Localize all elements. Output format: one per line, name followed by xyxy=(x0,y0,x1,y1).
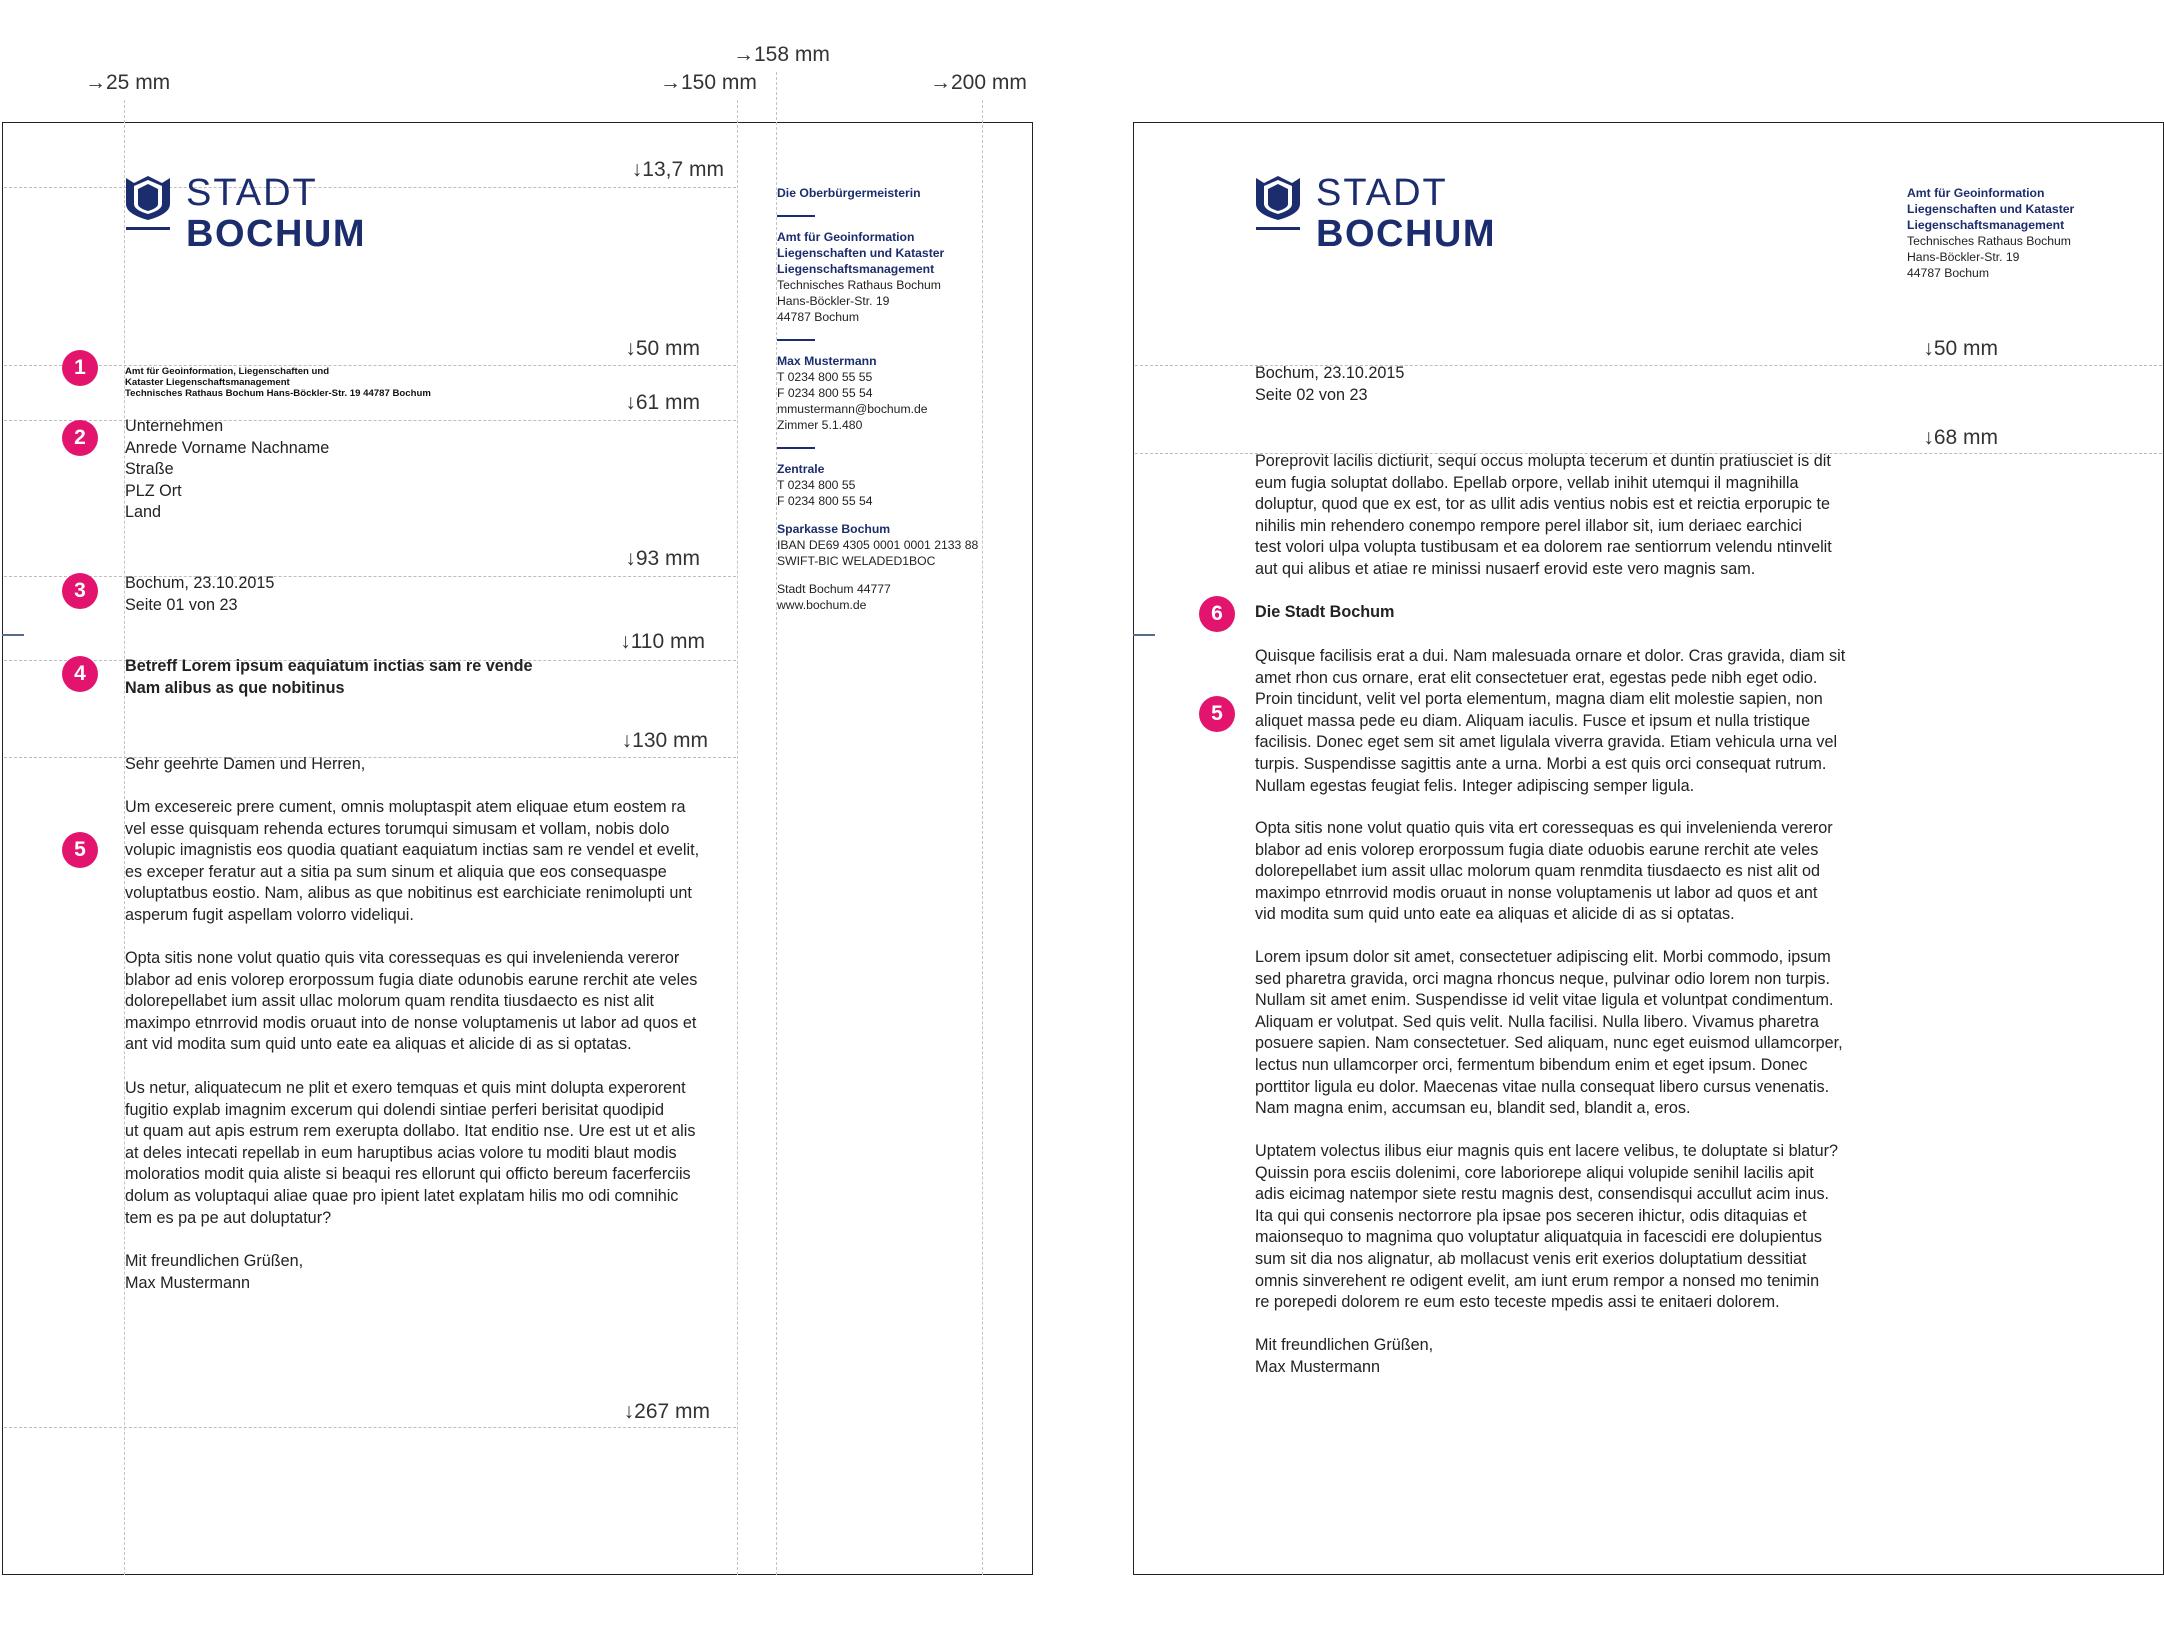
salutation: Sehr geehrte Damen und Herren, xyxy=(125,755,366,773)
sidebar-title: Die Oberbürgermeisterin xyxy=(777,186,921,200)
fold-mark xyxy=(1133,634,1155,636)
sidebar-footer: Stadt Bochum 44777 www.bochum.de xyxy=(777,582,891,612)
intro-paragraph: Poreprovit lacilis dictiurit, sequi occus molupta tecerum et duntin pratiusciet is dit eum fugia soluptat dollabo. Epellab orpore, vellab inihit utemqui il magnihilla doluptur, quod que ex est, tor as ullit adis ventius nobis est et reictia erporupic te nihilis min rehendero conempo rempore perel illabor sit, ium deriaec earchici test volori ulpa volupta tustibusam et ea dolorem rae sentiorrum velendu ntinvelit aut qui alibus et atiae re minissi nusaerf erovid este vero magnis sam. xyxy=(1255,452,1832,578)
sidebar-office-name: Amt für Geoinformation Liegenschaften und Kataster Liegenschaftsmanagement xyxy=(777,230,945,276)
guide-267mm xyxy=(4,1427,736,1428)
sidebar-central-details: T 0234 800 55 F 0234 800 55 54 xyxy=(777,478,873,508)
measure-50mm: ↓50 mm xyxy=(1923,337,1998,360)
sidebar-divider xyxy=(777,447,815,449)
measure-150mm: →150 mm xyxy=(660,71,757,94)
badge-5: 5 xyxy=(1199,696,1235,732)
badge-5: 5 xyxy=(62,832,98,868)
date-and-page: Bochum, 23.10.2015 Seite 02 von 23 xyxy=(1255,364,1405,404)
logo-line-bochum: BOCHUM xyxy=(186,213,366,255)
guide-13-7mm xyxy=(4,187,736,188)
measure-158mm: →158 mm xyxy=(733,43,830,66)
bochum-shield-icon xyxy=(124,174,172,234)
stadt-bochum-logo xyxy=(124,174,366,253)
fold-mark xyxy=(2,634,24,636)
measure-200mm: →200 mm xyxy=(930,71,1027,94)
body-paragraph-2: Opta sitis none volut quatio quis vita coressequas es qui invelenienda vereror blabor ad enis volorep erorpossum fugia diate odunobis earune rerchit ate veles dolorepellabet ium assit ullac molorum quam rendita tiusdaecto es nist alit maximpo etnrrovid modis oruaut into de nonse voluptamenis ut labor ad quos et ant vid modita sum quid unto eate ea aliquas et alicide di as si optatas. xyxy=(125,949,698,1054)
badge-4: 4 xyxy=(62,656,98,692)
recipient-address: Unternehmen Anrede Vorname Nachname Straße PLZ Ort Land xyxy=(125,417,330,522)
sidebar-contact-name: Max Mustermann xyxy=(777,354,877,368)
sidebar-divider xyxy=(777,339,815,341)
logo-line-stadt: STADT xyxy=(1316,172,1448,214)
subject-line: Betreff Lorem ipsum eaquiatum inctias sam re vende Nam alibus as que nobitinus xyxy=(125,657,533,697)
subheading: Die Stadt Bochum xyxy=(1255,603,1395,621)
body-paragraph-1: Um excesereic prere cument, omnis moluptaspit atem eliquae etum eostem ra vel esse quisquam rehenda ectures torumqui simusam et vollam, nobis dolo volupic imagnistis eos quodia quatiant eaquiatum inctias sam re vendel et evelit, es exceper feratur aut a sitia pa sum sinum et aliquia que eos consequaspe voluptatbus eostio. Nam, alibus as que nobitinus est earchiciate renimolupti unt asperum fugit aspellam volorro videliqui. xyxy=(125,798,700,924)
body-paragraph-2: Opta sitis none volut quatio quis vita ert coressequas es qui invelenienda vereror blabor ad enis volorep erorpossum fugia diate oduobis earune rerchit ate veles dolorepellabet ium assit ullac molorum quam renmdita tiusdaecto es nist alit od maximpo etnrrovid modis oruaut in nonse voluptamenis ut labor ad quos et ant vid modita sum quid unto eate ea aliquas et alicide di as si optatas. xyxy=(1255,819,1833,924)
measure-68mm: ↓68 mm xyxy=(1923,426,1998,449)
stadt-bochum-logo xyxy=(1254,174,1496,253)
logo-line-bochum: BOCHUM xyxy=(1316,213,1496,255)
closing: Mit freundlichen Grüßen, Max Mustermann xyxy=(125,1252,304,1292)
header-office-info xyxy=(1907,185,2127,281)
measure-25mm: →25 mm xyxy=(85,71,171,94)
measure-110mm: ↓110 mm xyxy=(620,630,705,653)
badge-6: 6 xyxy=(1199,596,1235,632)
body-paragraph-3: Lorem ipsum dolor sit amet, consectetuer adipiscing elit. Morbi commodo, ipsum sed pharetra gravida, orci magna rhoncus neque, pulvinar odio lorem non turpis. Nullam sit amet enim. Suspendisse id velit vitae ligula et voluntpat condimentum. Aliquam er volutpat. Sed quis velit. Nulla facilisi. Nulla libero. Vivamus pharetra posuere sapien. Nam consectetuer. Sed aliquam, nunc eget euismod ullamcorper, lectus nun ullamcorper orci, fermentum bibendum enim et eget ipsum. Donec porttitor ligula eu dolor. Maecenas vitae nulla consequat libero cursus venenatis. Nam magna enim, accumsan eu, blandit sed, blandit a, eros. xyxy=(1255,948,1843,1118)
sidebar-info xyxy=(777,185,997,613)
closing: Mit freundlichen Grüßen, Max Mustermann xyxy=(1255,1336,1434,1376)
body-paragraph-4: Uptatem volectus ilibus eiur magnis quis ent lacere velibus, te doluptate si blatur? Quissin pora esciis dolenimi, core laboriorepe aliqui volupide senihil lacilis apit adis eicimag natempor siete restu magnis dest, consendisqui accullut acim inus. Ita qui qui consenis nectorrore pla ipsae pos seceren ihictur, odis ditaquias et maionsequo to magnima quo voluptatur aliquatquia in facescidi ere dolupientus sum sit dia nos alignatur, ab mollacust venis erit exerios doluptatium dessitiat omnis sinverehent re odigent evelit, am iunt erum rempor a nonsed mo tenimin re porepedi dolorem re eum esto teceste mpedis assi te enitaeri dolorem. xyxy=(1255,1142,1839,1312)
body-paragraph-3: Us netur, aliquatecum ne plit et exero temquas et quis mint dolupta experorent fugitio explab imagnim excerum qui dolendi sintiae perferi berisitat quodipid ut quam aut apis estrum rem exerupta dollabo. Itat enditio nse. Ure est ut et alis at deles intecati repellab in eum haruptibus acias volore tu moditi blaut modis moloratios modit quia aliste si beaqui res ellorunt qui officto bereum facerferciis dolum as voluptaqui aliae quae pro ipient latet explatam hilis mo odi comnihic tem es pa pe aut doluptatur? xyxy=(125,1079,696,1227)
measure-267mm: ↓267 mm xyxy=(623,1400,710,1423)
logo-line-stadt: STADT xyxy=(186,172,318,214)
sidebar-contact-details: T 0234 800 55 55 F 0234 800 55 54 mmustermann@bochum.de Zimmer 5.1.480 xyxy=(777,370,928,432)
measure-130mm: ↓130 mm xyxy=(621,729,708,752)
measure-50mm: ↓50 mm xyxy=(625,337,700,360)
body-paragraph-1: Quisque facilisis erat a dui. Nam malesuada ornare et dolor. Cras gravida, diam sit amet rhon cus ornare, erat elit consectetuer erat, egestas pede nibh eget odio. Proin tincidunt, velit vel porta elementum, magna diam elit molestie sapien, non aliquet massa pede eu diam. Aliquam iaculis. Fusce et ipsum et nulla tristique facilisis. Donec eget sem sit amet ligulala viverra gravida. Etiam vehicula urna vel turpis. Suspendisse sagittis ante a urna. Morbi a est quis orci consequat rutrum. Nullam egestas feugiat felis. Integer adipiscing semper ligula. xyxy=(1255,647,1846,795)
sidebar-divider xyxy=(777,215,815,217)
guide-150mm xyxy=(737,100,738,1575)
sender-line: Amt für Geoinformation, Liegenschaften und Kataster Liegenschaftsmanagement Technisches Rathaus Bochum Hans-Böckler-Str. 19 44787 Bochum xyxy=(125,366,431,399)
header-office-name: Amt für Geoinformation Liegenschaften und Kataster Liegenschaftsmanagement xyxy=(1907,186,2075,232)
sidebar-bank-details: IBAN DE69 4305 0001 0001 2133 88 SWIFT-BIC WELADED1BOC xyxy=(777,538,979,568)
badge-2: 2 xyxy=(62,420,98,456)
sidebar-bank-label: Sparkasse Bochum xyxy=(777,522,891,536)
sidebar-central-label: Zentrale xyxy=(777,462,825,476)
badge-3: 3 xyxy=(62,573,98,609)
measure-93mm: ↓93 mm xyxy=(625,547,700,570)
date-and-page: Bochum, 23.10.2015 Seite 01 von 23 xyxy=(125,574,275,614)
measure-13-7mm: ↓13,7 mm xyxy=(631,158,724,181)
bochum-shield-icon xyxy=(1254,174,1302,234)
sidebar-office-address: Technisches Rathaus Bochum Hans-Böckler-Str. 19 44787 Bochum xyxy=(777,278,941,324)
badge-1: 1 xyxy=(62,350,98,386)
header-office-address: Technisches Rathaus Bochum Hans-Böckler-Str. 19 44787 Bochum xyxy=(1907,234,2071,280)
measure-61mm: ↓61 mm xyxy=(625,391,700,414)
